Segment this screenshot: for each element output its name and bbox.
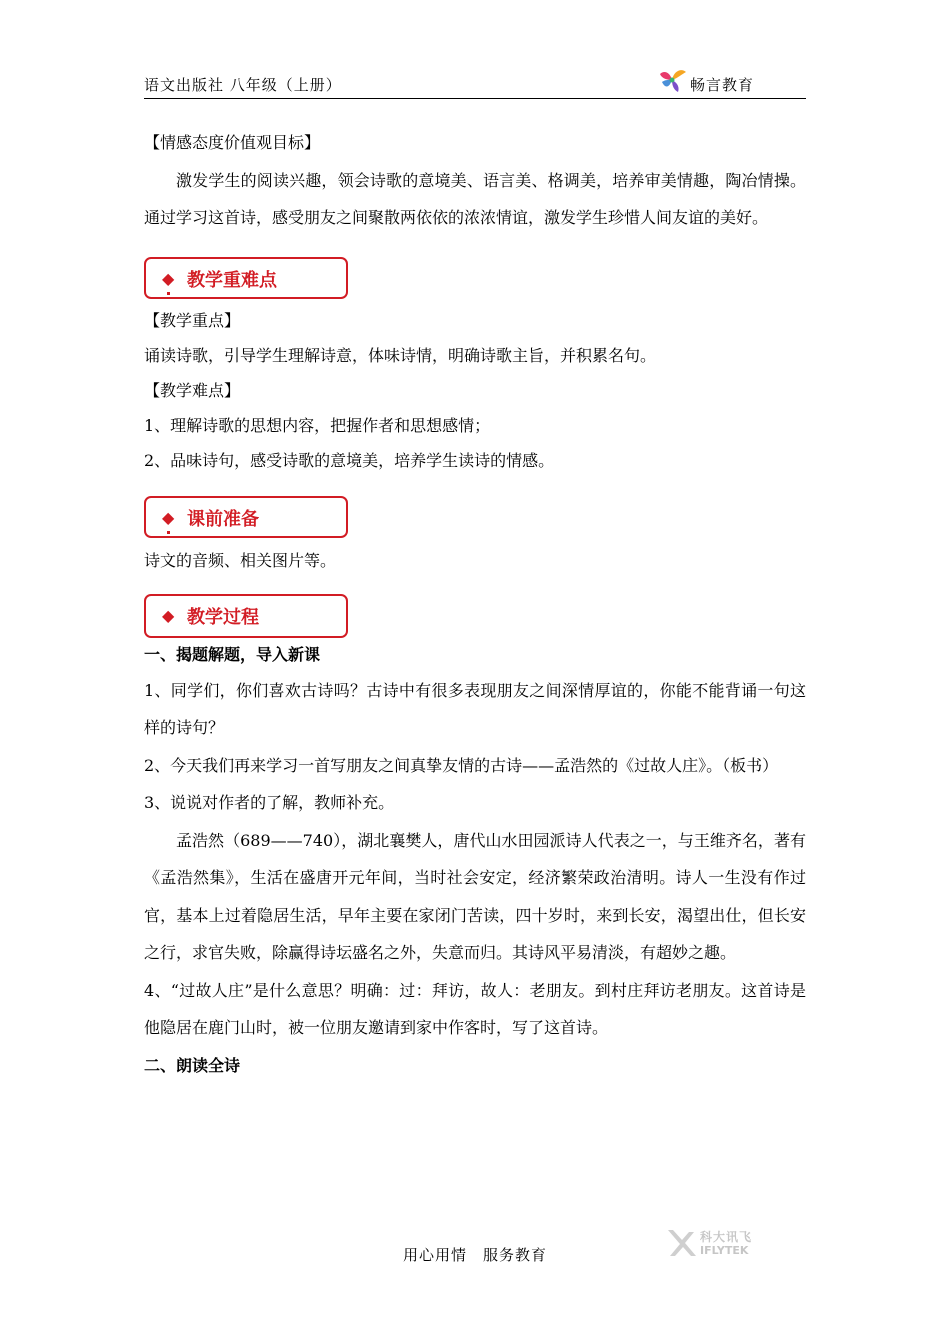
section-title: 课前准备: [187, 508, 259, 530]
section-title: 教学重难点: [187, 269, 277, 291]
decorative-mark: [167, 292, 170, 295]
publisher-label: 语文出版社 八年级（上册）: [144, 76, 342, 94]
diamond-icon: ◆: [162, 268, 175, 288]
iflytek-logo-icon: [664, 1226, 698, 1260]
difficulty-heading: 【教学难点】: [144, 380, 241, 400]
author-paragraph: 孟浩然（689——740），湖北襄樊人，唐代山水田园派诗人代表之一，与王维齐名，著有《孟浩然集》，生活在盛唐开元年间，当时社会安定，经济繁荣政治清明。诗人一生没有作过官，基本上过着隐居生活，早年主要在家闭门苦读，四十岁时，来到长安，渴望出仕，但长安之行，求官失败，除赢得诗坛盛名之外，失意而归。其诗风平易清淡，有超妙之趣。: [144, 830, 806, 962]
section-box-preparation: [144, 496, 348, 538]
emotion-paragraph: 激发学生的阅读兴趣，领会诗歌的意境美、语言美、格调美，培养审美情趣，陶冶情操。通过学习这首诗，感受朋友之间聚散两依依的浓浓情谊，激发学生珍惜人间友谊的美好。: [144, 170, 806, 227]
document-body: [144, 124, 806, 1084]
list-item: 3、说说对作者的了解，教师补充。: [144, 793, 395, 812]
iflytek-cn: 科大讯飞: [700, 1230, 753, 1244]
emotion-heading: 【情感态度价值观目标】: [144, 133, 321, 152]
key-paragraph: 诵读诗歌，引导学生理解诗意，体味诗情，明确诗歌主旨，并积累名句。: [144, 345, 657, 365]
section-box-key-difficulty: [144, 257, 348, 299]
diamond-icon: ◆: [162, 507, 175, 527]
section-title: 教学过程: [187, 606, 259, 628]
iflytek-watermark: [664, 1226, 772, 1262]
brand-logo-icon: [656, 66, 688, 96]
part1-heading: 一、揭题解题，导入新课: [144, 644, 321, 664]
list-item: 2、今天我们再来学习一首写朋友之间真挚友情的古诗——孟浩然的《过故人庄》。（板书）: [144, 755, 779, 775]
page-header: [144, 64, 806, 99]
part2-heading: 二、朗读全诗: [144, 1055, 241, 1075]
prep-paragraph: 诗文的音频、相关图片等。: [144, 550, 337, 570]
list-item: 2、品味诗句，感受诗歌的意境美，培养学生读诗的情感。: [144, 450, 555, 470]
iflytek-en: IFLYTEK: [700, 1244, 749, 1257]
list-item: 1、理解诗歌的思想内容，把握作者和思想感情；: [144, 415, 491, 435]
list-item: 1、同学们，你们喜欢古诗吗？古诗中有很多表现朋友之间深情厚谊的，你能不能背诵一句这样的诗句？: [144, 680, 806, 737]
decorative-mark: [167, 531, 170, 534]
footer-slogan: 用心用情 服务教育: [402, 1246, 547, 1264]
list-item: 4、“过故人庄”是什么意思？明确：过：拜访，故人：老朋友。到村庄拜访老朋友。这首诗是他隐居在鹿门山时，被一位朋友邀请到家中作客时，写了这首诗。: [144, 980, 806, 1037]
key-heading: 【教学重点】: [144, 310, 241, 330]
diamond-icon: ◆: [162, 605, 175, 625]
brand-name: 畅言教育: [689, 76, 754, 94]
section-box-process: [144, 594, 348, 638]
